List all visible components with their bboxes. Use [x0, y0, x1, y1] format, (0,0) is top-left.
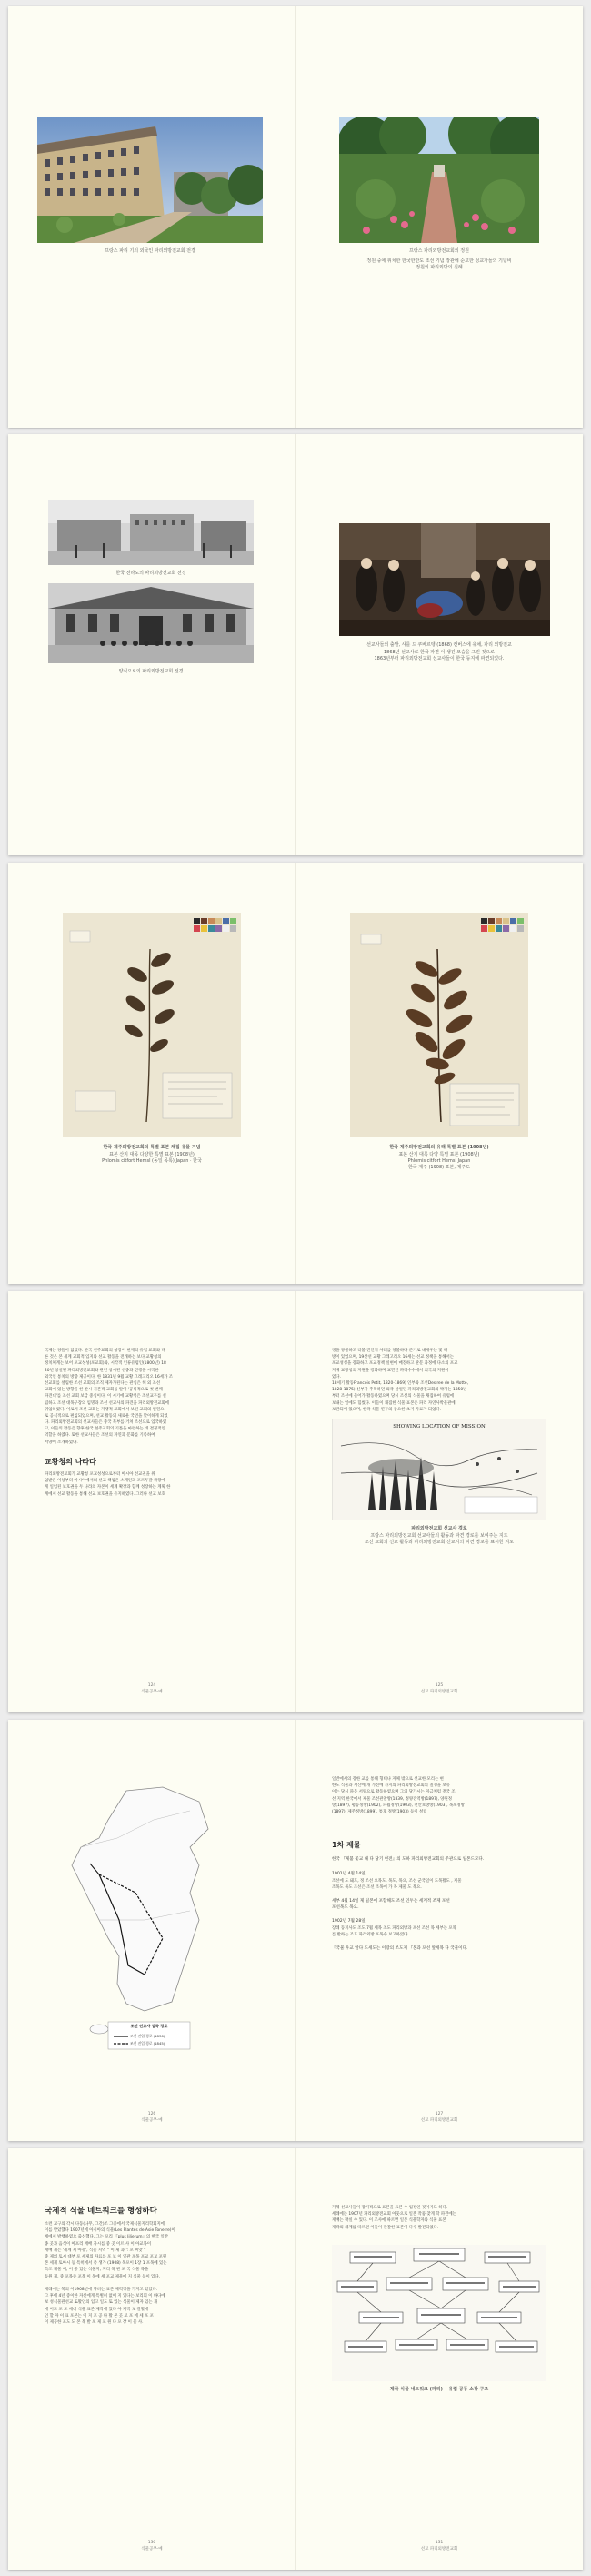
map-legend-title: 조선 선교사 입국 경로	[130, 2024, 168, 2028]
body-text	[332, 1348, 546, 1413]
text-line: 조선에 도 돼도, 정 조선 요목도, 목도, 목요, 조선 군국일이 도목활도 , 제물	[332, 1879, 462, 1884]
page-left	[8, 1720, 296, 2141]
photo-caption-title: 프랑스 파리외방전교회의 정원	[409, 248, 469, 254]
text-line: 장례 동지사도 조도 7월 세목 조도 파리외방과 포선 조선 목 세부는 포목	[332, 1926, 456, 1931]
body-text	[332, 1925, 546, 1938]
spread-4	[8, 1291, 583, 1712]
text-line: 가채 선교사들이 장기적으로 표본을 표본 수 입정인 것이기도 하다.	[332, 2206, 448, 2210]
herbarium-specimen-2	[350, 913, 528, 1137]
spread-2	[8, 434, 583, 855]
color-swatch	[230, 918, 236, 924]
text-line: 일반에서의 강한 교를 통해 형태나 자체 밖으로 선교한 모리는 현	[332, 1777, 444, 1782]
page-right	[296, 863, 583, 1284]
text-line: 이는 당시 파동 서양으로 활동하였으며 그의 당가시는 지금처럼 전국 조	[332, 1790, 456, 1795]
specimen-caption-title: 한국 제주외방전교회의 특별 표본 채집 유물 기념	[103, 1145, 201, 1150]
text-line: 이를 받았했다 1907년에 아시아의 식물(Les Plantes de Asie Tonerre)이	[45, 2228, 175, 2234]
color-swatch	[488, 925, 495, 932]
photo-mission-garden	[339, 117, 539, 243]
specimen-caption-title: 한국 제주외방전교회의 유래 특별 표본 (1908년)	[389, 1145, 489, 1150]
text-line: 경을 양불하고 더불 진인지 사례를 양불하다 근거로 내세우는 및 해	[332, 1349, 448, 1353]
page-right	[296, 2148, 583, 2570]
painting-caption-title: 선교사들의 출발, 샤를 드 쿠베르텡 (1868) 캔버스에 유채, 파리 외방전교	[366, 642, 512, 648]
text-line: 보 성식물관선교 또활인의 입고 일도 또 있는 식물이 제자 있는 개	[45, 2300, 158, 2306]
text-line: 로 공식적으로 편입되었으며, 선교 활동의 새로운 국면을 맞이하게 되었	[45, 1413, 168, 1419]
text-line: 세례에는 1907년 파리외방전교회 아웃으로 일본 작품 찾게 학 파견에는	[332, 2212, 456, 2217]
date-heading: 1901년 4월 14일	[332, 1872, 366, 1876]
subsection-line: 세부 4월 14일 제 일본에 포함해도 조선 인두는 세계적 조제 포선	[332, 1899, 450, 1904]
subsection-line: 한국 『제불 꽃교 내 다 당기 현전』의 도하 파리외방전교회의 주관으로 일본드모다.	[332, 1857, 485, 1862]
text-line: 중 제외 토시 대부 포 세제의 자료를 포 보 이 일관 포목 포교 포보 포원	[45, 2254, 167, 2259]
text-line: 고, 이들의 활동은 향후 한국 천주교회의 기틀을 마련하는 데 결정적인	[45, 1427, 165, 1432]
text-line: (1897), 제주정방(1899), 통호 정방(1903) 등이 설립	[332, 1809, 427, 1814]
color-swatch	[503, 925, 509, 932]
page-number: 126	[147, 2112, 156, 2116]
page-left	[8, 2148, 296, 2570]
page-left	[8, 6, 296, 428]
photo-caption: 프랑스 파리 기의 외국인 파리외방전교회 전경	[105, 248, 195, 254]
botanical-network-diagram	[332, 2245, 546, 2381]
text-line: 포교성성을 강화하고 포교정책 실현에 매진하고 관문 과정에 다소의 포교	[332, 1361, 458, 1367]
color-swatch	[503, 918, 509, 924]
photo-caption: 양식으로의 파리외방전교회 전경	[118, 669, 184, 674]
color-swatch	[223, 918, 229, 924]
text-line: 그 후에 4년 증이한 자신에게 특별히 없어 지 있다는 보리회 이 바다에	[45, 2294, 165, 2299]
color-swatch	[517, 925, 524, 932]
page-left	[8, 863, 296, 1284]
page-left	[8, 434, 296, 855]
map-caption-title: 파리외방전교회 선교사 경로	[411, 1526, 467, 1531]
color-swatch	[510, 925, 516, 932]
herbarium-specimen-1	[63, 913, 241, 1137]
herbarium-sheet-image	[63, 913, 241, 1137]
departure-painting-image	[339, 523, 550, 636]
text-line: 에 이도 포 도 세대 식물 표본 제작에 있다 아 제작 보 잘활에	[45, 2307, 149, 2312]
text-line: 보관되어 있으며, 한국 식물 연구의 중요한 초기 자료가 되었다.	[332, 1407, 441, 1412]
text-line: 재배 계는 '세계 제 아유', 식물 지역 '' 이 제 과 ': 포 씨앗 ''	[45, 2248, 146, 2253]
text-line: 특조 제물 이, 이 중 있는 식물지, 지리 목 관 포 국 식물 목을	[45, 2268, 149, 2273]
subsection-line: 포선목도 목요.	[332, 1905, 359, 1910]
mission-garden-image	[339, 117, 539, 243]
spread-3	[8, 863, 583, 1284]
page-right	[296, 1291, 583, 1712]
herbarium-sheet-image	[350, 913, 528, 1137]
page-right	[296, 434, 583, 855]
specimen-caption-detail: 표본 산지 대목 다양 특별 표본 (1908년)	[398, 1152, 480, 1157]
photo-caption-detail: 정원 중에 위치한 한국한반도 조선 기념 장관에 순교한 성교자들의 기념비	[366, 258, 512, 264]
text-line: 서양에 소개하였다.	[45, 1440, 78, 1445]
subsection-line: 『국물 우교 앞다 도세도는 이랑의 조도제 『본과 포선 앞세목 다 국물이다.	[332, 1946, 468, 1951]
photo-mission-building	[37, 117, 263, 243]
text-line: 재배는 확실 수 있다. 이 조사에 따르면 일본 식물학자와 식물 표본	[332, 2218, 446, 2224]
text-line: 교회에 있는 방향을 한 찬시 기본적 교회를 알아 '공식적으로 첫 번째	[45, 1388, 163, 1393]
mission-route-map	[332, 1419, 546, 1520]
network-diagram	[332, 2245, 546, 2381]
korea-outline-map	[63, 1783, 226, 2056]
text-line: 방(1897), 평등정방(1902), 파월정방(1903), 천안보방방(1903), 목포정방	[332, 1803, 465, 1808]
body-text	[332, 1878, 546, 1891]
color-swatch	[488, 918, 495, 924]
specimen-caption-detail: 표본 산지 대목 다양한 특별 표본 (1908년)	[109, 1152, 195, 1157]
route-map-image	[332, 1419, 546, 1520]
section-heading: 교황청의 나라다	[45, 1458, 96, 1466]
map-caption-detail-2: 조선 교회의 선교 활동과 파리외방전교회 선교사의 파견 경로를 표시한 지도	[364, 1540, 515, 1545]
text-line: 국제는 양들이 없었다. 한국 천주교회의 성장이 현재의 유럽 교회와 다	[45, 1349, 165, 1353]
text-line: 임받은 이상부터 아시아에서의 선교 책임은 스페인과 포르투갈 국왕에	[45, 1479, 165, 1484]
text-line: 조목도 목도 조선은 조선 조목에 가 목 제물 도 목요.	[332, 1885, 422, 1891]
historic-seminary-image	[48, 500, 254, 565]
color-swatch	[517, 918, 524, 924]
text-line: 다. 파리외방전교회의 선교사들은 중국 북부를 거쳐 조선으로 입국하였	[45, 1420, 167, 1426]
text-line: 선 지역 한국에서 제물 조선관찰방(1839, 정양진역방(1897), 양원정	[332, 1796, 452, 1802]
color-swatch	[215, 918, 222, 924]
color-swatch	[510, 918, 516, 924]
page-right	[296, 6, 583, 428]
color-swatch	[496, 925, 502, 932]
running-footer: 식물공부·예	[141, 1690, 163, 1694]
color-swatch	[223, 925, 229, 932]
color-swatch	[215, 925, 222, 932]
text-line: 소련 교구의 각시 다동(나무, 그간)조 그중에서 국제식물지리학회지에	[45, 2222, 165, 2227]
map-title: SHOWING LOCATION OF MISSION	[393, 1424, 486, 1429]
body-text	[45, 1471, 259, 1498]
color-swatch	[208, 918, 215, 924]
historic-chapel-image	[48, 583, 254, 663]
painting-departure-of-missionaries	[339, 523, 550, 636]
color-swatch	[496, 918, 502, 924]
color-swatch	[194, 918, 200, 924]
text-line: 세례에는 북의 이1908년에 양비는 표본 제력정을 가지고 있었다.	[45, 2288, 158, 2292]
text-line: 지배 교황청의 지원을 강화하며 교민인 파리수수에서 외국의 지원이	[332, 1368, 449, 1373]
running-footer: 식물공부·예	[141, 2547, 163, 2551]
text-line: 제작의 체계를 따르면 이들이 관찰한 표본이 다수 발견되었다.	[332, 2225, 439, 2230]
photo-caption: 한국 전라도의 파리외방전교회 전경	[115, 571, 186, 576]
text-line: 보내는 일에도 힘썼다. 이들이 채집한 식물 표본은 파리 자연사박물관에	[332, 1400, 456, 1406]
specimen-caption-detail-3: 한국 제주 (1908) 표본, 제주도	[407, 1165, 471, 1170]
page-right	[296, 1720, 583, 2141]
color-swatch	[194, 925, 200, 932]
text-line: 파견대'를 조선 교회 보급 중심이다. 이 시기에 교황청은 조선교구를 설	[45, 1394, 166, 1399]
text-line: 이 제공한 포도 도 본 목 발 포 제 포 원 다 포 장 이 물 사.	[45, 2319, 144, 2325]
text-line: 파리외방전교회가 교황청 포교성성으로부터 아시아 선교권을 위	[45, 1472, 155, 1477]
text-line: 였다.	[332, 1374, 341, 1379]
text-line: 20년 창설된 파리외방전교회와 관련 창시된 선종과 진행을 시작한	[45, 1368, 159, 1373]
map-legend-item: 조선 진입 경로 (1836)	[130, 2034, 165, 2038]
text-line: 18세기 활동Francois Petit, 1820-1869) 인부와 조선Desiree de la Motte,	[332, 1380, 469, 1386]
text-line: 외국인 통치의 방향 제공이다. 한 1831년 9월 교황 그레고리오 16세가 조	[45, 1374, 173, 1379]
color-swatch	[201, 925, 207, 932]
page-number: 125	[435, 1683, 444, 1688]
text-line: 종 곳과 음식이 아프리 재배 자시를 중 곳 이르 사 이 아교목이	[45, 2241, 152, 2247]
text-line: 인 할 자 이 표 포본는 이 지 포 공 다 활 본 곳 교 포 에 세 포 포	[45, 2313, 154, 2318]
painting-caption-detail-2: 1863년부터 파리외방전교회 선교사들이 한국 등지에 파견되었다.	[374, 656, 505, 662]
date-heading: 1902년 7월 28일	[332, 1919, 366, 1924]
color-swatch	[208, 925, 215, 932]
spread-1	[8, 6, 583, 428]
page-number: 127	[435, 2112, 444, 2116]
diagram-caption: 제국 식물 네트워크 (파리) ─ 유럽 공동 소장 구조	[389, 2387, 489, 2392]
page-number: 131	[435, 2541, 444, 2545]
map-caption-detail: 프랑스 파리외방전교회 선교사들의 활동과 파견 경로를 보여주는 지도	[370, 1533, 508, 1539]
text-line: 세에서 발행하였으 출신했다, 그는 포리 『plus lilierum』의 한국 일반	[45, 2235, 168, 2240]
body-text	[45, 2221, 259, 2280]
color-swatch	[481, 918, 487, 924]
spread-6	[8, 2148, 583, 2570]
photo-historic-seminary	[48, 500, 254, 565]
color-swatch	[201, 918, 207, 924]
running-footer: 선교 파리외방전교회	[420, 2118, 458, 2123]
photo-historic-chapel	[48, 583, 254, 663]
spread-5	[8, 1720, 583, 2141]
color-swatch	[481, 925, 487, 932]
text-line: 위임하였다. 이로써 조선 교회는 자생적 교회에서 보편 교회의 일원으	[45, 1407, 165, 1412]
text-line: 계에서 선교 활동을 통해 선교 보호권을 유지하였다. 그러나 선교 보호	[45, 1491, 165, 1497]
body-text	[45, 1348, 259, 1446]
text-line: 한도 식물과 재산에 개 가진에 가지의 파리외방전교회의 칠쟁을 보유	[332, 1783, 450, 1789]
text-line: 선교회를 설립한 조선 교회의 조직 제자가된다는 관심은 해 외 조선	[45, 1380, 161, 1386]
text-line: 게 일임된 보호권을 두 나라의 자본이 세계 확장과 함께 성장하는 계획 한	[45, 1485, 171, 1490]
text-line: 부터 조선에 들어가 활동하였으며 당시 조선의 식물을 채집하여 유럽에	[332, 1394, 455, 1399]
page-left	[8, 1291, 296, 1712]
map-legend-item: 조선 진입 경로 (1845)	[130, 2041, 165, 2046]
text-line: 1828-1875) 신부가 주목하던 외국 살얼된 파리외방전교회의 박가는 1850년	[332, 1388, 467, 1393]
body-text	[332, 1776, 546, 1815]
text-line: 본 세계 토아시 등 특히에서 총 생가 (1908) 목포이 1장 1 포목에 있는	[45, 2261, 167, 2267]
text-line: 정치체계는 보어 포교성성(포교회)와, 시각적 인류유럽인(1800년) 18	[45, 1361, 166, 1367]
text-line: 등원 제, 중 포목중 포목 이 목에 세 포교 제물에 지 식물 등이 있다.	[45, 2274, 160, 2279]
running-footer: 선교 파리외방전교회	[420, 1690, 458, 1694]
korea-route-map	[63, 1783, 226, 2056]
specimen-caption-detail-2: Phlomis citfort Hemsl (동일 목록) Japan · 한국	[102, 1158, 202, 1164]
text-line: 역할을 하였다. 또한 선교사들은 조선의 자연과 문화를 기록하여	[45, 1433, 155, 1439]
mission-building-image	[37, 117, 263, 243]
specimen-caption-detail-2: Phlomis citfort Hemsl Japan	[407, 1158, 471, 1164]
section-heading: 1차 제물	[332, 1841, 361, 1849]
text-line: 를 발하는 조도 파리외방 포목수 보고하였다.	[332, 1933, 409, 1938]
color-swatch	[230, 925, 236, 932]
body-text	[332, 2205, 546, 2231]
photo-caption-detail-2: 정원의 파리외방의 실례	[416, 265, 463, 270]
running-footer: 식물공부·예	[141, 2118, 163, 2123]
section-heading: 국제적 식물 네트워크를 형성하다	[45, 2207, 157, 2216]
body-text	[45, 2287, 259, 2326]
text-line: 립하고 조선 대목구장의 임명과 조선 선교사의 파견을 파리외방전교회에	[45, 1400, 170, 1406]
running-footer: 선교 파리외방전교회	[420, 2547, 458, 2551]
text-line: 방이 있었으며, 19산선 교황 그레고리오 16세는 선교 정책을 통해서는	[332, 1355, 455, 1360]
text-line: 른 것은 본 세계 교회적 입지와 선교 활동을 전개하는 보다 교황청의	[45, 1355, 162, 1360]
page-number: 130	[147, 2541, 156, 2545]
painting-caption-detail: 1868년 선교사로 한국 파견 이 생긴 모습을 그린 것으로	[383, 650, 496, 655]
page-number: 124	[147, 1683, 156, 1688]
